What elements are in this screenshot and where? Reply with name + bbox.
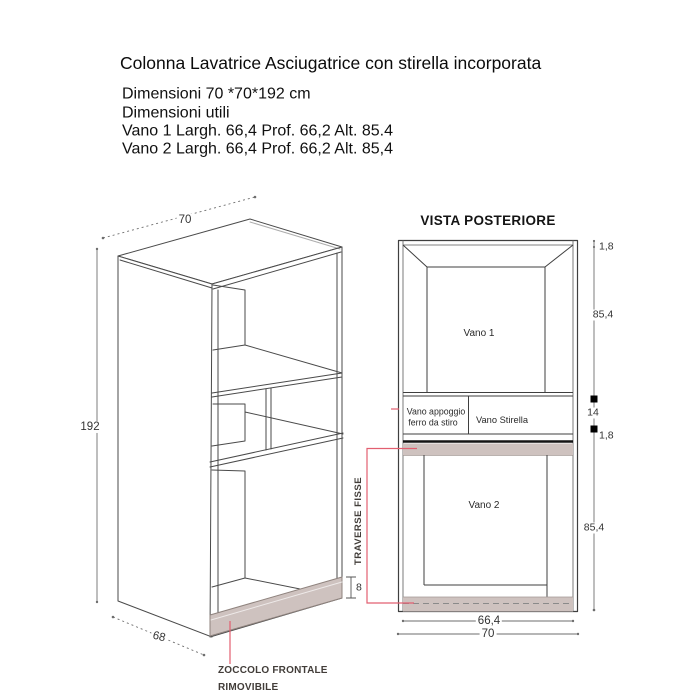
plinth-label-line1: ZOCCOLO FRONTALE bbox=[218, 664, 328, 676]
dim-iso-depth: 68 bbox=[151, 629, 167, 645]
page-title: Colonna Lavatrice Asciugatrice con stirella incorporata bbox=[120, 52, 542, 73]
iso-plinth-dim-bracket bbox=[346, 577, 356, 598]
rear-traverse-band-bottom bbox=[403, 597, 573, 612]
dim-inner-width: 66,4 bbox=[477, 614, 501, 627]
rear-appoggio-label-line2: ferro da stiro bbox=[408, 417, 458, 428]
spec-vano2: Vano 2 Largh. 66,4 Prof. 66,2 Alt. 85,4 bbox=[122, 140, 394, 158]
dim-vano2-height: 85,4 bbox=[583, 521, 605, 534]
dim-top-thickness: 1,8 bbox=[599, 240, 614, 253]
rear-vano1-label: Vano 1 bbox=[463, 327, 495, 339]
dim-mid-height: 14 bbox=[587, 406, 599, 419]
iso-front-face bbox=[210, 247, 342, 637]
dim-outer-width: 70 bbox=[481, 627, 495, 640]
iso-side-panel bbox=[118, 256, 212, 637]
rear-view-title: VISTA POSTERIORE bbox=[420, 212, 556, 228]
dim-marker-square-1 bbox=[591, 396, 598, 403]
dim-vano1-height: 85,4 bbox=[592, 308, 614, 321]
traverse-fisse-label: TRAVERSE FISSE bbox=[353, 476, 365, 566]
spec-vano1: Vano 1 Largh. 66,4 Prof. 66,2 Alt. 85.4 bbox=[122, 122, 394, 140]
spec-usable-dims: Dimensioni utili bbox=[122, 104, 230, 122]
spec-dimensions: Dimensioni 70 *70*192 cm bbox=[122, 85, 311, 103]
dim-iso-plinth-height: 8 bbox=[356, 581, 362, 594]
rear-stirella-label: Vano Stirella bbox=[475, 415, 529, 426]
rear-traverse-band-top bbox=[403, 444, 573, 456]
dim-marker-square-2 bbox=[591, 426, 598, 433]
dim-iso-width: 70 bbox=[178, 213, 192, 226]
rear-vano2-label: Vano 2 bbox=[468, 499, 500, 511]
iso-cabinet bbox=[118, 219, 343, 637]
plinth-label-line2: RIMOVIBILE bbox=[218, 681, 279, 693]
dim-iso-height: 192 bbox=[80, 420, 100, 433]
dim-traverse-thickness: 1,8 bbox=[599, 429, 614, 442]
rear-appoggio-label-line1: Vano appoggio bbox=[406, 406, 466, 417]
